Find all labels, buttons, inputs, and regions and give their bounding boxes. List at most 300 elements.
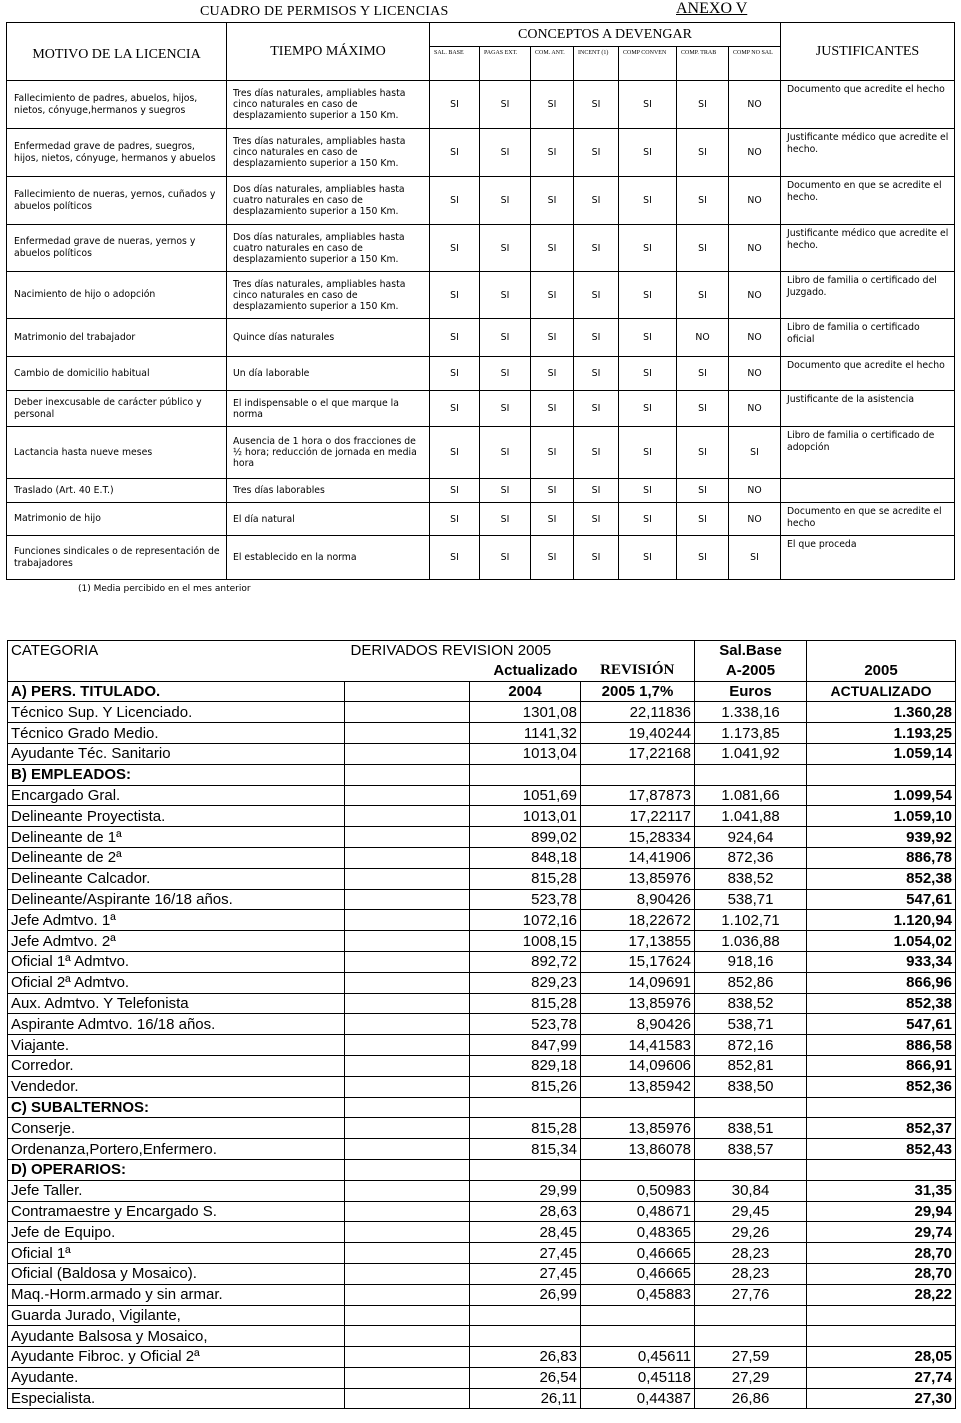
salario-row xyxy=(8,1055,956,1076)
salbase-cell: 27,29 xyxy=(695,1367,807,1388)
categoria-cell: Delineante/Aspirante 16/18 años. xyxy=(8,889,345,910)
concepto-value: SI xyxy=(574,503,619,536)
salbase-cell: 1.041,92 xyxy=(695,743,807,764)
justificante-cell xyxy=(781,479,955,503)
tiempo-cell: El establecido en la norma xyxy=(227,536,430,580)
revision-cell: 0,48671 xyxy=(581,1201,695,1222)
categoria-cell: Especialista. xyxy=(8,1388,345,1409)
concepto-value: NO xyxy=(729,357,781,391)
motivo-cell: Funciones sindicales o de representación de trabajadores xyxy=(7,536,227,580)
salbase-cell: 30,84 xyxy=(695,1180,807,1201)
concepto-value: SI xyxy=(619,177,677,225)
header-derivados: DERIVADOS REVISION 2005 xyxy=(345,641,695,661)
salbase-cell: 838,52 xyxy=(695,868,807,889)
justificante-cell: Justificante de la asistencia xyxy=(781,391,955,427)
actualizado-2004-cell: 847,99 xyxy=(470,1035,581,1056)
actualizado-2005-cell: 886,58 xyxy=(807,1035,956,1056)
salbase-cell: 28,23 xyxy=(695,1263,807,1284)
concepto-value: SI xyxy=(619,479,677,503)
revision-cell: 13,85976 xyxy=(581,1118,695,1139)
subheader-concepto: SAL. BASE xyxy=(430,47,480,81)
actualizado-2005-cell: 1.054,02 xyxy=(807,931,956,952)
actualizado-2004-cell: 27,45 xyxy=(470,1263,581,1284)
empty-cell xyxy=(345,1222,470,1243)
salbase-cell: 872,36 xyxy=(695,847,807,868)
actualizado-2004-cell: 1008,15 xyxy=(470,931,581,952)
actualizado-2004-cell: 829,23 xyxy=(470,972,581,993)
concepto-value: NO xyxy=(729,225,781,272)
empty-cell xyxy=(345,1201,470,1222)
salario-row xyxy=(8,889,956,910)
salario-row xyxy=(8,847,956,868)
concepto-value: SI xyxy=(619,81,677,129)
concepto-value: SI xyxy=(531,319,574,357)
salbase-cell: 29,45 xyxy=(695,1201,807,1222)
header-revision: REVISIÓN xyxy=(581,661,695,681)
categoria-cell: Ordenanza,Portero,Enfermero. xyxy=(8,1139,345,1160)
actualizado-2004-cell: 28,45 xyxy=(470,1222,581,1243)
empty-cell xyxy=(695,1159,807,1180)
salbase-cell: 838,57 xyxy=(695,1139,807,1160)
categoria-cell: Oficial 2ª Admtvo. xyxy=(8,972,345,993)
actualizado-2005-cell xyxy=(807,1305,956,1326)
concepto-value: SI xyxy=(619,272,677,319)
actualizado-2005-cell xyxy=(807,1326,956,1347)
tiempo-cell: Quince días naturales xyxy=(227,319,430,357)
empty-cell xyxy=(345,764,470,785)
salario-row xyxy=(8,993,956,1014)
subheader-concepto: COMP. TRAB xyxy=(677,47,729,81)
actualizado-2005-cell: 866,96 xyxy=(807,972,956,993)
actualizado-2005-cell: 547,61 xyxy=(807,889,956,910)
motivo-cell: Nacimiento de hijo o adopción xyxy=(7,272,227,319)
concepto-value: SI xyxy=(574,319,619,357)
concepto-value: SI xyxy=(531,357,574,391)
empty-cell xyxy=(345,1139,470,1160)
concepto-value: SI xyxy=(531,391,574,427)
revision-cell: 0,45883 xyxy=(581,1284,695,1305)
revision-cell: 13,85976 xyxy=(581,868,695,889)
justificante-cell: Documento que acredite el hecho xyxy=(781,81,955,129)
categoria-cell: Corredor. xyxy=(8,1055,345,1076)
categoria-cell: Viajante. xyxy=(8,1035,345,1056)
section-row xyxy=(8,1159,956,1180)
categoria-cell: Encargado Gral. xyxy=(8,785,345,806)
concepto-value: SI xyxy=(574,357,619,391)
concepto-value: NO xyxy=(729,81,781,129)
salario-row xyxy=(8,702,956,723)
concepto-value: SI xyxy=(619,129,677,177)
actualizado-2005-cell: 1.360,28 xyxy=(807,702,956,723)
tiempo-cell: Ausencia de 1 hora o dos fracciones de ½ hora; reducción de jornada en media hora xyxy=(227,427,430,479)
categoria-cell: Aux. Admtvo. Y Telefonista xyxy=(8,993,345,1014)
concepto-value: SI xyxy=(574,225,619,272)
categoria-cell: Conserje. xyxy=(8,1118,345,1139)
empty-cell xyxy=(581,1159,695,1180)
categoria-cell: Delineante Calcador. xyxy=(8,868,345,889)
concepto-value: SI xyxy=(531,479,574,503)
concepto-value: SI xyxy=(574,391,619,427)
concepto-value: SI xyxy=(677,427,729,479)
revision-cell: 17,22117 xyxy=(581,806,695,827)
justificante-cell: Justificante médico que acredite el hecho. xyxy=(781,225,955,272)
salbase-cell: 924,64 xyxy=(695,827,807,848)
salario-row xyxy=(8,1388,956,1409)
salbase-cell: 872,16 xyxy=(695,1035,807,1056)
salbase-cell: 26,86 xyxy=(695,1388,807,1409)
salario-row xyxy=(8,1118,956,1139)
categoria-cell: Técnico Grado Medio. xyxy=(8,723,345,744)
concepto-value: SI xyxy=(531,81,574,129)
concepto-value: SI xyxy=(430,225,480,272)
concepto-value: SI xyxy=(619,357,677,391)
permiso-row xyxy=(7,225,955,272)
categoria-cell: Ayudante. xyxy=(8,1367,345,1388)
empty-cell xyxy=(470,1097,581,1118)
tiempo-cell: Tres días naturales, ampliables hasta cinco naturales en caso de desplazamiento superior a 150 Km. xyxy=(227,129,430,177)
empty-cell xyxy=(345,1159,470,1180)
actualizado-2004-cell: 815,28 xyxy=(470,993,581,1014)
header-actualizado-caps: ACTUALIZADO xyxy=(807,681,956,702)
empty-cell xyxy=(345,827,470,848)
empty-cell xyxy=(345,972,470,993)
empty-cell xyxy=(345,1243,470,1264)
concepto-value: SI xyxy=(480,357,531,391)
motivo-cell: Enfermedad grave de nueras, yernos y abuelos políticos xyxy=(7,225,227,272)
salbase-cell: 538,71 xyxy=(695,889,807,910)
permiso-row xyxy=(7,391,955,427)
tiempo-cell: El día natural xyxy=(227,503,430,536)
actualizado-2005-cell: 852,38 xyxy=(807,993,956,1014)
actualizado-2004-cell: 1072,16 xyxy=(470,910,581,931)
salario-row xyxy=(8,1180,956,1201)
actualizado-2005-cell: 852,38 xyxy=(807,868,956,889)
revision-cell: 0,44387 xyxy=(581,1388,695,1409)
salbase-cell: 1.173,85 xyxy=(695,723,807,744)
salario-row xyxy=(8,951,956,972)
salario-row xyxy=(8,1347,956,1368)
concepto-value: SI xyxy=(430,272,480,319)
header-a2005: A-2005 xyxy=(695,661,807,681)
concepto-value: SI xyxy=(574,129,619,177)
revision-cell: 8,90426 xyxy=(581,1014,695,1035)
section-title: D) OPERARIOS: xyxy=(8,1159,345,1180)
salario-row xyxy=(8,806,956,827)
concepto-value: SI xyxy=(531,427,574,479)
revision-cell: 0,50983 xyxy=(581,1180,695,1201)
empty-cell xyxy=(345,806,470,827)
actualizado-2004-cell: 1301,08 xyxy=(470,702,581,723)
motivo-cell: Traslado (Art. 40 E.T.) xyxy=(7,479,227,503)
actualizado-2005-cell: 27,30 xyxy=(807,1388,956,1409)
empty-cell xyxy=(807,1159,956,1180)
revision-cell: 13,85976 xyxy=(581,993,695,1014)
salbase-cell: 852,86 xyxy=(695,972,807,993)
header-justificantes: JUSTIFICANTES xyxy=(781,23,955,81)
concepto-value: SI xyxy=(677,177,729,225)
actualizado-2005-cell: 27,74 xyxy=(807,1367,956,1388)
concepto-value: SI xyxy=(480,391,531,427)
categoria-cell: Guarda Jurado, Vigilante, xyxy=(8,1305,345,1326)
empty-cell xyxy=(695,1097,807,1118)
salario-row xyxy=(8,723,956,744)
concepto-value: SI xyxy=(430,427,480,479)
categoria-cell: Aspirante Admtvo. 16/18 años. xyxy=(8,1014,345,1035)
actualizado-2005-cell: 28,70 xyxy=(807,1243,956,1264)
categoria-cell: Técnico Sup. Y Licenciado. xyxy=(8,702,345,723)
salario-row xyxy=(8,743,956,764)
salbase-cell: 1.338,16 xyxy=(695,702,807,723)
permiso-row xyxy=(7,536,955,580)
actualizado-2004-cell: 26,54 xyxy=(470,1367,581,1388)
revision-cell: 22,11836 xyxy=(581,702,695,723)
concepto-value: NO xyxy=(729,391,781,427)
revision-cell: 17,87873 xyxy=(581,785,695,806)
concepto-value: SI xyxy=(430,391,480,427)
actualizado-2004-cell: 1051,69 xyxy=(470,785,581,806)
revision-cell: 14,09691 xyxy=(581,972,695,993)
concepto-value: SI xyxy=(531,536,574,580)
actualizado-2005-cell: 29,74 xyxy=(807,1222,956,1243)
actualizado-2004-cell: 26,99 xyxy=(470,1284,581,1305)
salbase-cell xyxy=(695,1326,807,1347)
empty-cell xyxy=(345,1035,470,1056)
concepto-value: SI xyxy=(619,536,677,580)
motivo-cell: Cambio de domicilio habitual xyxy=(7,357,227,391)
header-salbase: Sal.Base xyxy=(695,641,807,661)
salbase-cell: 852,81 xyxy=(695,1055,807,1076)
categoria-cell: Delineante Proyectista. xyxy=(8,806,345,827)
motivo-cell: Lactancia hasta nueve meses xyxy=(7,427,227,479)
subheader-concepto: COMP CONVEN xyxy=(619,47,677,81)
salario-row xyxy=(8,1367,956,1388)
categoria-cell: Contramaestre y Encargado S. xyxy=(8,1201,345,1222)
empty-cell xyxy=(345,1284,470,1305)
salbase-cell: 28,23 xyxy=(695,1243,807,1264)
salario-row xyxy=(8,1284,956,1305)
justificante-cell: El que proceda xyxy=(781,536,955,580)
concepto-value: SI xyxy=(574,427,619,479)
salbase-cell: 1.081,66 xyxy=(695,785,807,806)
permiso-row xyxy=(7,319,955,357)
salario-row xyxy=(8,785,956,806)
actualizado-2004-cell: 829,18 xyxy=(470,1055,581,1076)
actualizado-2004-cell: 1141,32 xyxy=(470,723,581,744)
actualizado-2005-cell: 852,37 xyxy=(807,1118,956,1139)
tiempo-cell: Un día laborable xyxy=(227,357,430,391)
empty-cell xyxy=(345,785,470,806)
actualizado-2005-cell: 1.099,54 xyxy=(807,785,956,806)
empty-cell xyxy=(345,1118,470,1139)
empty-cell xyxy=(695,764,807,785)
actualizado-2004-cell: 892,72 xyxy=(470,951,581,972)
concepto-value: SI xyxy=(531,272,574,319)
concepto-value: SI xyxy=(531,503,574,536)
salario-row xyxy=(8,1263,956,1284)
empty-cell xyxy=(345,889,470,910)
motivo-cell: Deber inexcusable de carácter público y personal xyxy=(7,391,227,427)
categoria-cell: Jefe Admtvo. 2ª xyxy=(8,931,345,952)
section-title: C) SUBALTERNOS: xyxy=(8,1097,345,1118)
header-2005: 2005 xyxy=(807,661,956,681)
revision-cell: 17,22168 xyxy=(581,743,695,764)
section-title: A) PERS. TITULADO. xyxy=(8,681,345,702)
empty-cell xyxy=(581,1097,695,1118)
actualizado-2005-cell: 28,22 xyxy=(807,1284,956,1305)
empty-cell xyxy=(345,1055,470,1076)
categoria-cell: Jefe Admtvo. 1ª xyxy=(8,910,345,931)
empty-cell xyxy=(345,1014,470,1035)
actualizado-2005-cell: 29,94 xyxy=(807,1201,956,1222)
concepto-value: SI xyxy=(729,427,781,479)
concepto-value: SI xyxy=(574,177,619,225)
section-row xyxy=(8,681,956,702)
permiso-row xyxy=(7,503,955,536)
permisos-table xyxy=(6,22,955,580)
salario-row xyxy=(8,1076,956,1097)
salario-row xyxy=(8,868,956,889)
concepto-value: SI xyxy=(480,81,531,129)
actualizado-2005-cell: 547,61 xyxy=(807,1014,956,1035)
actualizado-2004-cell: 815,34 xyxy=(470,1139,581,1160)
document-title: CUADRO DE PERMISOS Y LICENCIAS xyxy=(200,4,449,19)
actualizado-2005-cell: 852,43 xyxy=(807,1139,956,1160)
salario-row xyxy=(8,1035,956,1056)
actualizado-2005-cell: 31,35 xyxy=(807,1180,956,1201)
concepto-value: SI xyxy=(430,536,480,580)
actualizado-2004-cell: 1013,01 xyxy=(470,806,581,827)
actualizado-2005-cell: 939,92 xyxy=(807,827,956,848)
concepto-value: SI xyxy=(574,272,619,319)
concepto-value: SI xyxy=(480,272,531,319)
concepto-value: SI xyxy=(574,536,619,580)
concepto-value: SI xyxy=(677,503,729,536)
empty-cell xyxy=(345,931,470,952)
actualizado-2004-cell: 523,78 xyxy=(470,1014,581,1035)
concepto-value: SI xyxy=(430,319,480,357)
concepto-value: SI xyxy=(619,391,677,427)
actualizado-2005-cell: 28,70 xyxy=(807,1263,956,1284)
salbase-cell: 27,59 xyxy=(695,1347,807,1368)
actualizado-2004-cell: 26,11 xyxy=(470,1388,581,1409)
categoria-cell: Vendedor. xyxy=(8,1076,345,1097)
concepto-value: SI xyxy=(619,503,677,536)
concepto-value: SI xyxy=(677,225,729,272)
subheader-concepto: PAGAS EXT. xyxy=(480,47,531,81)
concepto-value: SI xyxy=(480,536,531,580)
empty-cell xyxy=(807,1097,956,1118)
concepto-value: SI xyxy=(729,536,781,580)
concepto-value: SI xyxy=(480,503,531,536)
salario-row xyxy=(8,931,956,952)
justificante-cell: Libro de familia o certificado del Juzgado. xyxy=(781,272,955,319)
salbase-cell: 1.102,71 xyxy=(695,910,807,931)
salbase-cell: 838,52 xyxy=(695,993,807,1014)
actualizado-2005-cell: 1.120,94 xyxy=(807,910,956,931)
tiempo-cell: Dos días naturales, ampliables hasta cuatro naturales en caso de desplazamiento superior a 150 Km. xyxy=(227,177,430,225)
annex-label: ANEXO V xyxy=(676,0,748,17)
concepto-value: SI xyxy=(619,319,677,357)
actualizado-2005-cell: 866,91 xyxy=(807,1055,956,1076)
salario-row xyxy=(8,1014,956,1035)
empty-cell xyxy=(345,1263,470,1284)
revision-cell: 15,17624 xyxy=(581,951,695,972)
permiso-row xyxy=(7,357,955,391)
actualizado-2004-cell: 1013,04 xyxy=(470,743,581,764)
actualizado-2004-cell: 28,63 xyxy=(470,1201,581,1222)
salbase-cell: 27,76 xyxy=(695,1284,807,1305)
permiso-row xyxy=(7,177,955,225)
empty-cell xyxy=(345,1326,470,1347)
concepto-value: SI xyxy=(531,177,574,225)
tiempo-cell: Tres días naturales, ampliables hasta cinco naturales en caso de desplazamiento superior a 150 Km. xyxy=(227,272,430,319)
salbase-cell: 838,51 xyxy=(695,1118,807,1139)
concepto-value: SI xyxy=(430,503,480,536)
concepto-value: SI xyxy=(430,81,480,129)
actualizado-2005-cell: 28,05 xyxy=(807,1347,956,1368)
motivo-cell: Enfermedad grave de padres, suegros, hijos, nietos, cónyuge, hermanos y abuelos xyxy=(7,129,227,177)
revision-cell: 0,48365 xyxy=(581,1222,695,1243)
concepto-value: SI xyxy=(480,177,531,225)
header-categoria: CATEGORIA xyxy=(8,641,345,661)
permiso-row xyxy=(7,81,955,129)
empty-cell xyxy=(470,764,581,785)
subheader-concepto: COM. ANT. xyxy=(531,47,574,81)
justificante-cell: Libro de familia o certificado oficial xyxy=(781,319,955,357)
revision-cell: 0,45611 xyxy=(581,1347,695,1368)
empty-cell xyxy=(470,1159,581,1180)
actualizado-2004-cell: 815,28 xyxy=(470,868,581,889)
revision-cell: 0,46665 xyxy=(581,1243,695,1264)
justificante-cell: Justificante médico que acredite el hecho. xyxy=(781,129,955,177)
salario-row xyxy=(8,1326,956,1347)
section-title: B) EMPLEADOS: xyxy=(8,764,345,785)
actualizado-2004-cell: 27,45 xyxy=(470,1243,581,1264)
categoria-cell: Ayudante Balsosa y Mosaico, xyxy=(8,1326,345,1347)
concepto-value: NO xyxy=(677,319,729,357)
empty-cell xyxy=(345,847,470,868)
actualizado-2005-cell: 1.193,25 xyxy=(807,723,956,744)
actualizado-2004-cell xyxy=(470,1305,581,1326)
permiso-row xyxy=(7,479,955,503)
categoria-cell: Delineante de 2ª xyxy=(8,847,345,868)
revision-cell: 13,86078 xyxy=(581,1139,695,1160)
permiso-row xyxy=(7,129,955,177)
empty-cell xyxy=(581,764,695,785)
header-tiempo: TIEMPO MÁXIMO xyxy=(227,23,430,81)
revision-cell: 14,41583 xyxy=(581,1035,695,1056)
salbase-cell: 29,26 xyxy=(695,1222,807,1243)
permiso-row xyxy=(7,272,955,319)
empty-cell xyxy=(345,951,470,972)
actualizado-2004-cell: 899,02 xyxy=(470,827,581,848)
actualizado-2005-cell: 933,34 xyxy=(807,951,956,972)
concepto-value: NO xyxy=(729,479,781,503)
header-euros: Euros xyxy=(695,681,807,702)
actualizado-2005-cell: 886,78 xyxy=(807,847,956,868)
concepto-value: SI xyxy=(677,479,729,503)
justificante-cell: Libro de familia o certificado de adopción xyxy=(781,427,955,479)
section-row xyxy=(8,764,956,785)
tiempo-cell: Tres días naturales, ampliables hasta cinco naturales en caso de desplazamiento superior a 150 Km. xyxy=(227,81,430,129)
categoria-cell: Oficial 1ª Admtvo. xyxy=(8,951,345,972)
section-row xyxy=(8,1097,956,1118)
concepto-value: SI xyxy=(619,225,677,272)
empty-cell xyxy=(345,993,470,1014)
concepto-value: NO xyxy=(729,503,781,536)
tiempo-cell: Dos días naturales, ampliables hasta cuatro naturales en caso de desplazamiento superior a 150 Km. xyxy=(227,225,430,272)
concepto-value: SI xyxy=(677,357,729,391)
